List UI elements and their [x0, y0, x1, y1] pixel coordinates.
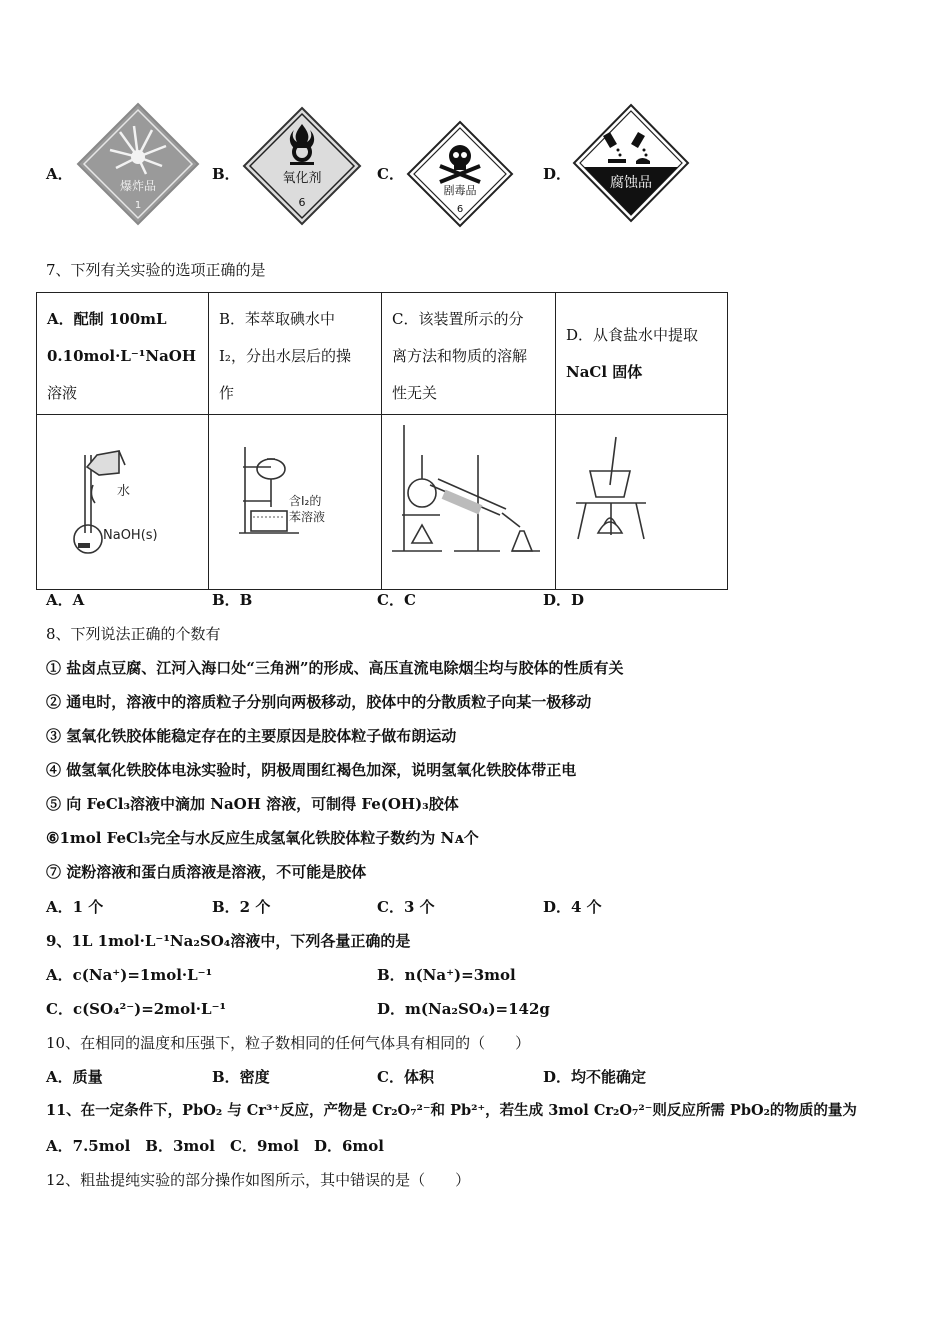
corrosive-sign [572, 103, 690, 223]
q9-answer-a[interactable]: A．c(Na⁺)=1mol·L⁻¹ [46, 966, 213, 984]
q7-answer-c[interactable]: C．C [377, 591, 416, 609]
q10-answer-c[interactable]: C．体积 [377, 1068, 434, 1086]
q7-image-c [382, 415, 556, 590]
oxidizer-sign-number: 6 [298, 196, 306, 209]
q7-answer-d[interactable]: D．D [543, 591, 585, 609]
q8-item-5: ⑤ 向 FeCl₃溶液中滴加 NaOH 溶液，可制得 Fe(OH)₃胶体 [46, 795, 459, 813]
q6-option-a-label: A． [46, 165, 73, 183]
q8-item-2: ② 通电时，溶液中的溶质粒子分别向两极移动，胶体中的分散质粒子向某一极移动 [46, 693, 592, 711]
q7-b-line1: B．苯萃取碘水中 [219, 310, 336, 328]
iodine-label-2: 苯溶液 [289, 510, 326, 524]
q7-table [36, 292, 728, 590]
q8-answer-a[interactable]: A．1 个 [46, 898, 104, 916]
q6-option-d-label: D． [543, 165, 572, 183]
water-label: 水 [117, 484, 131, 499]
q7-c-line1: C．该装置所示的分 [392, 310, 524, 328]
explosive-sign [76, 102, 200, 226]
q7-image-a [37, 415, 209, 590]
q10-answer-a[interactable]: A．质量 [46, 1068, 103, 1086]
q8-item-7: ⑦ 淀粉溶液和蛋白质溶液是溶液，不可能是胶体 [46, 863, 367, 881]
q10-answer-d[interactable]: D．均不能确定 [543, 1068, 647, 1086]
q7-a-line3: 溶液 [47, 384, 78, 402]
q8-item-1: ① 盐卤点豆腐、江河入海口处“三角洲”的形成、高压直流电除烟尘均与胶体的性质有关 [46, 659, 624, 677]
q8-answer-d[interactable]: D．4 个 [543, 898, 602, 916]
q7-d-line1: D．从食盐水中提取 [566, 325, 699, 344]
q7-b-line2: I₂，分出水层后的操 [219, 347, 351, 365]
q11-answers[interactable]: A．7.5mol B．3mol C．9mol D．6mol [46, 1137, 384, 1155]
corrosive-sign-text: 腐蚀品 [610, 175, 652, 191]
q8-item-3: ③ 氢氧化铁胶体能稳定存在的主要原因是胶体粒子做布朗运动 [46, 727, 457, 745]
oxidizer-sign [242, 106, 362, 226]
q7-cell-a [37, 293, 209, 415]
oxidizer-sign-text: 氧化剂 [282, 171, 322, 186]
q7-a-line1: A．配制 100mL [47, 310, 167, 328]
q6-option-c-label: C． [377, 165, 404, 183]
volumetric-flask-icon [37, 415, 208, 585]
q7-cell-c [382, 293, 556, 415]
q7-b-line3: 作 [219, 384, 235, 402]
naoh-label: NaOH(s) [103, 528, 158, 543]
distillation-apparatus-icon [382, 415, 555, 585]
q7-a-line2: 0.10mol·L⁻¹NaOH [47, 347, 197, 365]
poison-sign-text: 剧毒品 [443, 184, 477, 197]
q7-image-d [556, 415, 728, 590]
q12-title: 12、粗盐提纯实验的部分操作如图所示，其中错误的是（ ） [46, 1171, 471, 1189]
q8-answer-b[interactable]: B．2 个 [212, 898, 271, 916]
q7-cell-d [556, 293, 728, 415]
q7-answer-a[interactable]: A．A [46, 591, 85, 609]
evaporating-dish-icon [556, 415, 727, 585]
q7-cell-b [209, 293, 382, 415]
q7-answer-b[interactable]: B．B [212, 591, 253, 609]
q8-answer-c[interactable]: C．3 个 [377, 898, 435, 916]
q7-c-line3: 性无关 [392, 384, 438, 402]
q10-answer-b[interactable]: B．密度 [212, 1068, 270, 1086]
q7-d-line2: NaCl 固体 [566, 362, 643, 381]
q8-item-4: ④ 做氢氧化铁胶体电泳实验时，阴极周围红褐色加深，说明氢氧化铁胶体带正电 [46, 761, 577, 779]
iodine-label-1: 含I₂的 [289, 494, 322, 508]
q9-title: 9、1L 1mol·L⁻¹Na₂SO₄溶液中，下列各量正确的是 [46, 932, 411, 950]
q7-c-line2: 离方法和物质的溶解 [392, 347, 528, 365]
q7-image-b [209, 415, 382, 590]
poison-sign-number: 6 [456, 204, 464, 215]
poison-sign [406, 120, 514, 228]
explosive-sign-number: 1 [134, 200, 142, 211]
q10-title: 10、在相同的温度和压强下，粒子数相同的任何气体具有相同的（ ） [46, 1034, 531, 1052]
q8-title: 8、下列说法正确的个数有 [46, 625, 221, 643]
q11-title: 11、在一定条件下，PbO₂ 与 Cr³⁺反应，产物是 Cr₂O₇²⁻和 Pb²⁺，若生成 3mol Cr₂O₇²⁻则反应所需 PbO₂的物质的量为 [46, 1102, 857, 1119]
q9-answer-b[interactable]: B．n(Na⁺)=3mol [377, 966, 516, 984]
q8-item-6: ⑥1mol FeCl₃完全与水反应生成氢氧化铁胶体粒子数约为 Nᴀ个 [46, 829, 479, 847]
q6-option-b-label: B． [212, 165, 240, 183]
q7-title: 7、下列有关实验的选项正确的是 [46, 261, 266, 279]
explosive-sign-text: 爆炸品 [119, 179, 157, 193]
q9-answer-c[interactable]: C．c(SO₄²⁻)=2mol·L⁻¹ [46, 1000, 227, 1018]
separatory-funnel-icon [209, 415, 381, 585]
q9-answer-d[interactable]: D．m(Na₂SO₄)=142g [377, 1000, 550, 1018]
